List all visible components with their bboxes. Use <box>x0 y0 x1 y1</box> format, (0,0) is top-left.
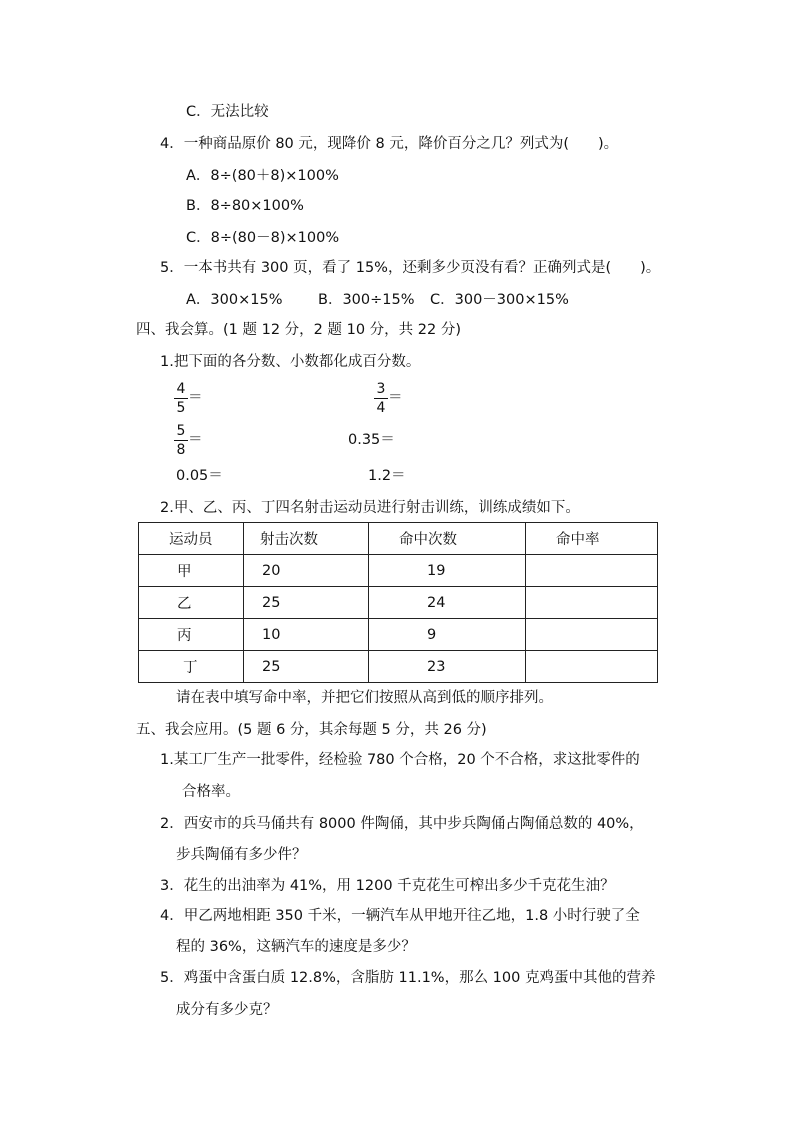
equals-sign: ＝ <box>388 390 403 406</box>
q4-option-b: B．8÷80×100% <box>186 198 304 214</box>
table-header-row <box>139 523 658 555</box>
cell-hit-rate[interactable] <box>526 651 658 683</box>
fraction-3-4 <box>374 381 388 416</box>
decimal-0-05: 0.05＝ <box>176 468 223 484</box>
s5-q5-line2: 成分有多少克？ <box>176 1002 278 1018</box>
cell-athlete: 丙 <box>177 628 192 644</box>
s4-q2-note: 请在表中填写命中率，并把它们按照从高到低的顺序排列。 <box>176 690 553 706</box>
cell-athlete: 甲 <box>177 564 192 580</box>
section5-heading: 五、我会应用。(5 题 6 分，其余每题 5 分，共 26 分) <box>136 722 487 738</box>
equals-sign: ＝ <box>188 432 203 448</box>
fraction-denominator: 4 <box>376 400 386 416</box>
cell-shots: 10 <box>262 626 281 643</box>
cell-shots: 25 <box>262 658 281 675</box>
cell-hits: 23 <box>427 658 446 675</box>
fraction-5-8 <box>174 423 188 458</box>
cell-athlete: 丁 <box>183 660 198 676</box>
decimal-1-2: 1.2＝ <box>368 468 406 484</box>
s4-q1-title: 1.把下面的各分数、小数都化成百分数。 <box>160 354 421 370</box>
s5-q4-line2: 程的 36%，这辆汽车的速度是多少？ <box>176 939 416 955</box>
cell-hits: 9 <box>427 626 437 643</box>
q5-stem: 5．一本书共有 300 页，看了 15%，还剩多少页没有看？正确列式是( )。 <box>160 260 661 276</box>
s4-q2-title: 2.甲、乙、丙、丁四名射击运动员进行射击训练，训练成绩如下。 <box>160 500 580 516</box>
fraction-4-5 <box>174 381 188 416</box>
fraction-denominator: 5 <box>176 400 186 416</box>
cell-hit-rate[interactable] <box>526 619 658 651</box>
q5-option-c: C．300－300×15% <box>430 292 569 308</box>
cell-hit-rate[interactable] <box>526 587 658 619</box>
q5-option-b: B．300÷15% <box>318 292 415 308</box>
cell-shots: 25 <box>262 594 281 611</box>
cell-hits: 19 <box>427 562 446 579</box>
q3-option-c-prev: C．无法比较 <box>186 104 269 120</box>
s5-q2-line1: 2．西安市的兵马俑共有 8000 件陶俑，其中步兵陶俑占陶俑总数的 40%， <box>160 816 644 832</box>
header-hit-rate: 命中率 <box>556 532 600 548</box>
section4-heading: 四、我会算。(1 题 12 分，2 题 10 分，共 22 分) <box>136 322 461 338</box>
header-hits: 命中次数 <box>399 532 457 548</box>
fraction-numerator: 3 <box>374 381 388 399</box>
decimal-0-35: 0.35＝ <box>348 432 395 448</box>
table-row <box>139 555 658 587</box>
cell-athlete: 乙 <box>177 596 192 612</box>
q5-option-a: A．300×15% <box>186 292 283 308</box>
q4-stem: 4．一种商品原价 80 元，现降价 8 元，降价百分之几？列式为( )。 <box>160 136 619 152</box>
table-row <box>139 651 658 683</box>
s5-q4-line1: 4．甲乙两地相距 350 千米，一辆汽车从甲地开往乙地，1.8 小时行驶了全 <box>160 908 640 924</box>
s5-q5-line1: 5．鸡蛋中含蛋白质 12.8%，含脂肪 11.1%，那么 100 克鸡蛋中其他的营养 <box>160 970 656 986</box>
cell-hits: 24 <box>427 594 446 611</box>
fraction-numerator: 4 <box>174 381 188 399</box>
equals-sign: ＝ <box>188 390 203 406</box>
s5-q1-line1: 1.某工厂生产一批零件，经检验 780 个合格，20 个不合格，求这批零件的 <box>160 752 640 768</box>
q4-option-c: C．8÷(80－8)×100% <box>186 230 340 246</box>
table-row <box>139 587 658 619</box>
shooting-score-table <box>138 522 658 683</box>
s5-q3-line1: 3．花生的出油率为 41%，用 1200 千克花生可榨出多少千克花生油？ <box>160 878 615 894</box>
header-shots: 射击次数 <box>260 532 318 548</box>
cell-hit-rate[interactable] <box>526 555 658 587</box>
q4-option-a: A．8÷(80＋8)×100% <box>186 168 339 184</box>
table-row <box>139 619 658 651</box>
cell-shots: 20 <box>262 562 281 579</box>
fraction-denominator: 8 <box>176 442 186 458</box>
s5-q1-line2: 合格率。 <box>182 784 240 800</box>
fraction-numerator: 5 <box>174 423 188 441</box>
header-athlete: 运动员 <box>169 532 213 548</box>
s5-q2-line2: 步兵陶俑有多少件？ <box>176 847 307 863</box>
